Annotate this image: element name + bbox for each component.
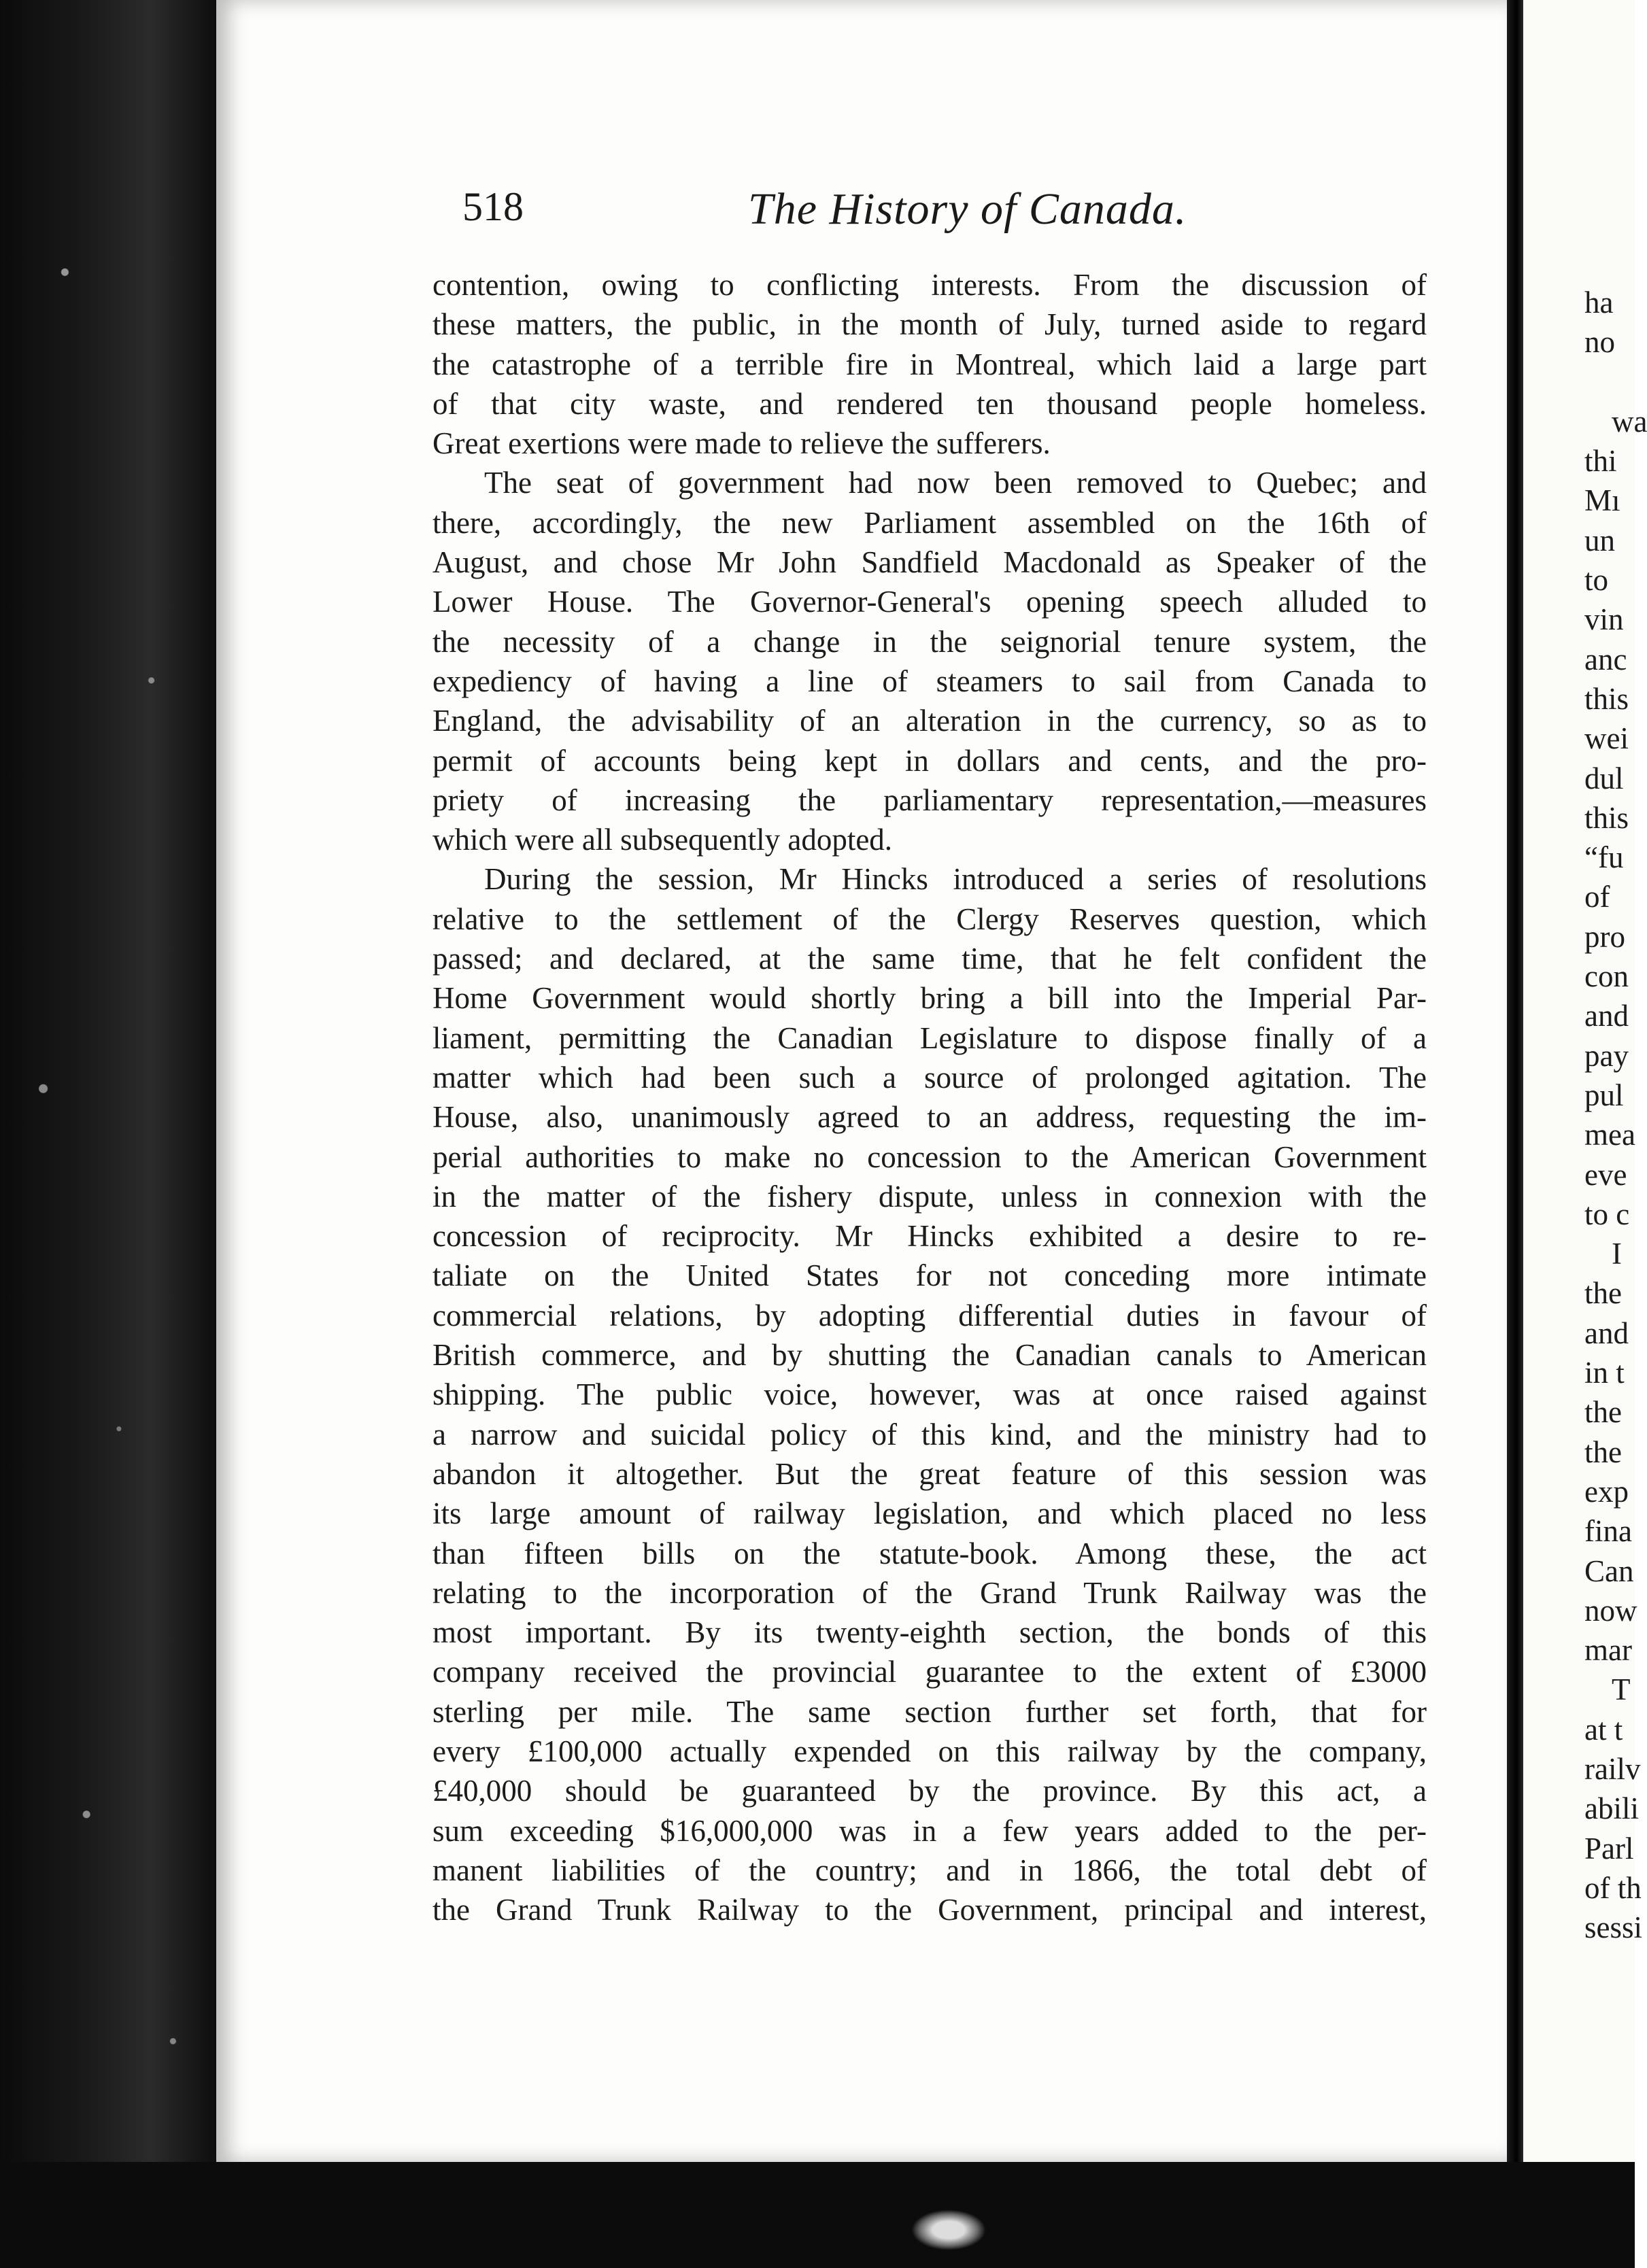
text-line: Great exertions were made to relieve the sufferers.	[432, 426, 1051, 461]
right-page-fragment: pro	[1584, 919, 1625, 954]
right-page-fragment: at t	[1584, 1712, 1623, 1747]
text-line: commercial relations, by adopting differential duties in favour of	[432, 1298, 1427, 1333]
text-line: abandon it altogether. But the great feature of this session was	[432, 1456, 1427, 1491]
right-page-fragment: the	[1584, 1395, 1622, 1430]
text-line: matter which had been such a source of prolonged agitation. The	[432, 1060, 1427, 1095]
text-line: in the matter of the fishery dispute, unless in connexion with the	[432, 1179, 1427, 1214]
scan-smudge	[911, 2210, 986, 2250]
right-page-fragment: con	[1584, 959, 1629, 994]
text-line: shipping. The public voice, however, was at once raised against	[432, 1377, 1427, 1412]
text-line: the catastrophe of a terrible fire in Montreal, which laid a large part	[432, 347, 1427, 381]
body-text	[432, 265, 1427, 1929]
text-line: manent liabilities of the country; and in 1866, the total debt of	[432, 1853, 1427, 1887]
text-line: the Grand Trunk Railway to the Government, principal and interest,	[432, 1893, 1427, 1927]
right-page-fragment: exp	[1584, 1474, 1629, 1509]
text-line: Home Government would shortly bring a bill into the Imperial Par-	[432, 981, 1427, 1016]
running-title: The History of Canada.	[748, 184, 1187, 234]
right-page-fragment: I	[1612, 1237, 1622, 1271]
right-page-fragment: un	[1584, 523, 1615, 557]
text-line: every £100,000 actually expended on this railway by the company,	[432, 1734, 1427, 1768]
right-page-fragment: the	[1584, 1434, 1622, 1469]
text-line: relating to the incorporation of the Grand Trunk Railway was the	[432, 1575, 1427, 1610]
text-line: than fifteen bills on the statute-book. Among these, the act	[432, 1536, 1427, 1570]
text-line: liament, permitting the Canadian Legislature to dispose finally of a	[432, 1020, 1427, 1055]
right-page-fragment: of th	[1584, 1870, 1642, 1905]
right-page-fragment: mea	[1584, 1118, 1635, 1152]
text-line: British commerce, and by shutting the Canadian canals to American	[432, 1338, 1427, 1373]
right-page-fragment: T	[1612, 1672, 1631, 1707]
text-line: taliate on the United States for not conceding more intimate	[432, 1258, 1427, 1293]
text-line: Lower House. The Governor-General's opening speech alluded to	[432, 585, 1427, 619]
right-page-fragment: dul	[1584, 761, 1624, 795]
text-line: The seat of government had now been removed to Quebec; and	[484, 466, 1427, 500]
right-page-fragment: Can	[1584, 1553, 1634, 1588]
text-line: concession of reciprocity. Mr Hincks exhibited a desire to re-	[432, 1219, 1427, 1254]
right-page-fragment: pay	[1584, 1038, 1629, 1073]
text-line: there, accordingly, the new Parliament assembled on the 16th of	[432, 505, 1427, 540]
right-page-fragment	[1584, 362, 1635, 402]
running-head	[462, 184, 1428, 245]
text-line: a narrow and suicidal policy of this kind, and the ministry had to	[432, 1417, 1427, 1451]
page-number: 518	[462, 184, 524, 229]
text-line: During the session, Mr Hincks introduced a series of resolutions	[484, 862, 1427, 897]
right-page-fragment: ha	[1584, 286, 1614, 320]
right-page-fragment: fina	[1584, 1514, 1632, 1549]
right-page-text	[1584, 283, 1647, 1947]
book-gutter	[1507, 0, 1523, 2162]
text-line: its large amount of railway legislation, and which placed no less	[432, 1496, 1427, 1531]
text-line: of that city waste, and rendered ten thousand people homeless.	[432, 386, 1427, 421]
text-line: passed; and declared, at the same time, that he felt confident the	[432, 942, 1427, 976]
right-page-fragment: mar	[1584, 1633, 1632, 1668]
text-line: England, the advisability of an alteration in the currency, so as to	[432, 704, 1427, 738]
text-line: priety of increasing the parliamentary representation,—measures	[432, 783, 1427, 817]
right-page-fragment: wei	[1584, 721, 1629, 756]
text-line: permit of accounts being kept in dollars and cents, and the pro-	[432, 743, 1427, 778]
text-line: contention, owing to conflicting interests. From the discussion of	[432, 268, 1427, 302]
text-line: relative to the settlement of the Clergy Reserves question, which	[432, 901, 1427, 936]
right-page-fragment: abili	[1584, 1791, 1639, 1826]
right-page-fragment: no	[1584, 325, 1615, 360]
text-line: the necessity of a change in the seignorial tenure system, the	[432, 624, 1427, 659]
right-page-fragment: now	[1584, 1593, 1637, 1628]
right-page-fragment: this	[1584, 681, 1629, 716]
text-line: perial authorities to make no concession to the American Government	[432, 1139, 1427, 1174]
right-page-fragment: and	[1584, 1316, 1629, 1350]
text-line: which were all subsequently adopted.	[432, 823, 893, 857]
right-page-fragment: Parl	[1584, 1831, 1634, 1866]
text-line: most important. By its twenty-eighth section, the bonds of this	[432, 1615, 1427, 1650]
right-page-fragment: railv	[1584, 1751, 1641, 1786]
right-page-fragment: thi	[1584, 444, 1617, 479]
right-page-fragment: Mı	[1584, 483, 1620, 518]
right-page-fragment: and	[1584, 999, 1629, 1033]
text-line: £40,000 should be guaranteed by the province. By this act, a	[432, 1774, 1427, 1808]
right-page-fragment: wa	[1612, 404, 1647, 439]
text-line: August, and chose Mr John Sandfield Macdonald as Speaker of the	[432, 545, 1427, 580]
text-line: House, also, unanimously agreed to an address, requesting the im-	[432, 1100, 1427, 1135]
right-page-fragment: to	[1584, 563, 1609, 598]
text-line: sterling per mile. The same section further set forth, that for	[432, 1694, 1427, 1729]
text-line: these matters, the public, in the month of July, turned aside to regard	[432, 307, 1427, 342]
scan-border-bottom	[0, 2162, 1635, 2268]
right-page-fragment: “fu	[1584, 840, 1624, 875]
right-page-fragment: anc	[1584, 642, 1627, 676]
right-page-fragment: sessi	[1584, 1910, 1643, 1945]
scan-border-left	[0, 0, 216, 2268]
right-page-fragment: this	[1584, 800, 1629, 835]
text-line: expediency of having a line of steamers to sail from Canada to	[432, 664, 1427, 698]
right-page-fragment: of	[1584, 880, 1610, 914]
right-page-fragment: eve	[1584, 1157, 1627, 1192]
text-line: company received the provincial guarantee to the extent of £3000	[432, 1655, 1427, 1689]
right-page-fragment: the	[1584, 1276, 1622, 1311]
right-page-fragment: to c	[1584, 1197, 1630, 1231]
right-page-fragment: in t	[1584, 1356, 1625, 1390]
right-page-fragment: vin	[1584, 602, 1624, 637]
right-page-fragment: pul	[1584, 1078, 1624, 1112]
text-line: sum exceeding $16,000,000 was in a few years added to the per-	[432, 1813, 1427, 1848]
